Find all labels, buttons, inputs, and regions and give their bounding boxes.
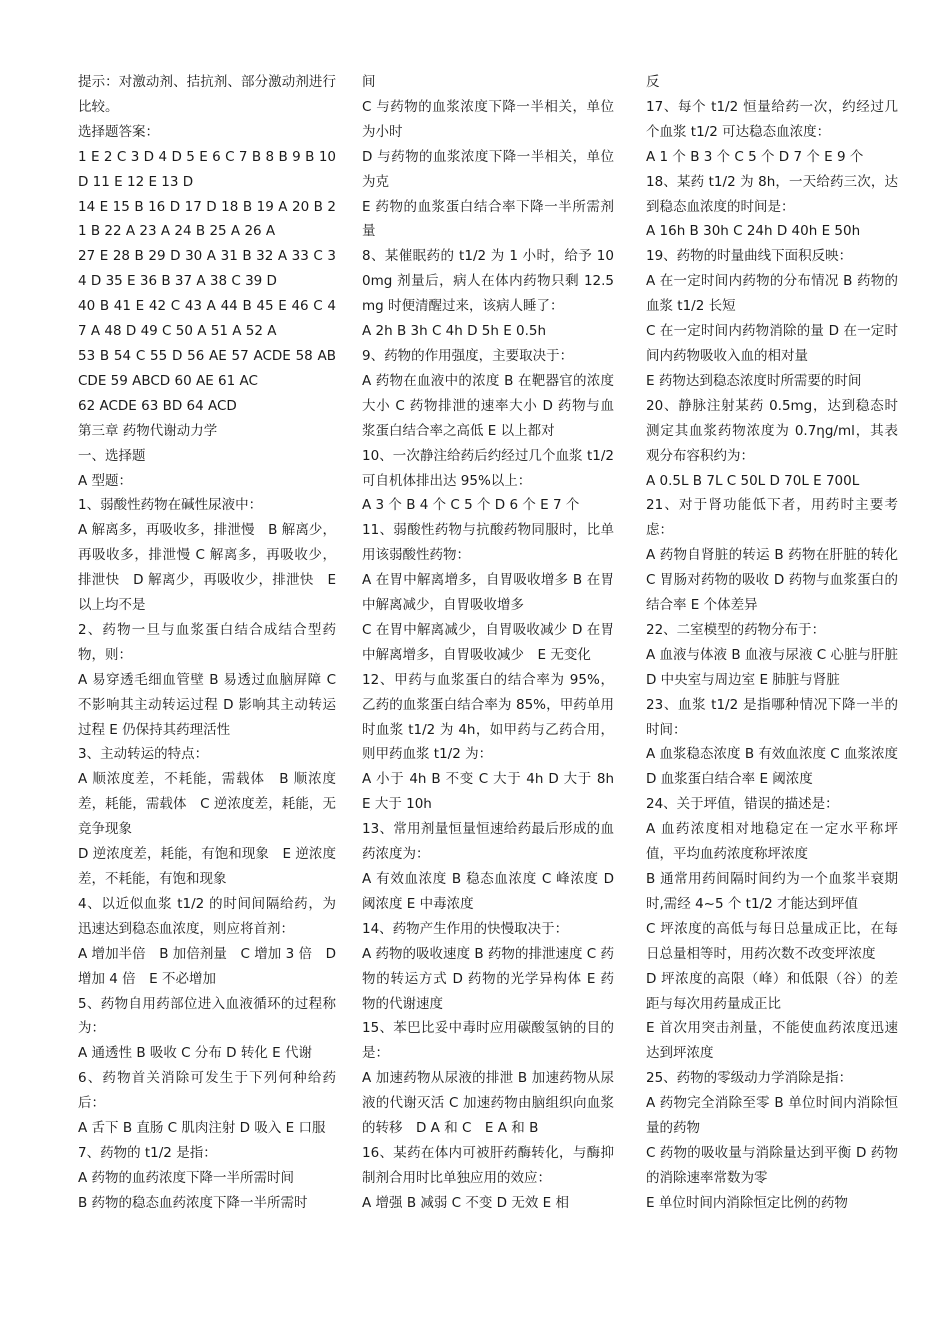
text-paragraph: 1、弱酸性药物在碱性尿液中：	[78, 497, 263, 514]
text-paragraph: 22、二室模型的药物分布于：	[646, 621, 826, 638]
text-paragraph: B 通常用药间隔时间约为一个血浆半衰期时,需经 4~5 个 t1/2 才能达到坪值	[646, 871, 898, 912]
text-paragraph: 7、药物的 t1/2 是指：	[78, 1144, 217, 1161]
text-paragraph: 6、药物首关消除可发生于下列何种给药后：	[78, 1070, 336, 1112]
text-paragraph: 1 E 2 C 3 D 4 D 5 E 6 C 7 B 8 B 9 B 10 D 11 E 12 E 13 D	[78, 148, 336, 190]
text-paragraph: C 坪浓度的高低与每日总量成正比，在每日总量相等时，用药次数不改变坪浓度	[646, 920, 898, 962]
text-paragraph: A 3 个 B 4 个 C 5 个 D 6 个 E 7 个	[362, 497, 580, 514]
text-column-left	[78, 70, 336, 1216]
text-paragraph: A 血浆稳态浓度 B 有效血浓度 C 血浆浓度 D 血浆蛋白结合率 E 阈浓度	[646, 746, 898, 788]
text-paragraph: B 药物的稳态血药浓度下降一半所需时	[78, 1194, 308, 1211]
text-paragraph: A 0.5L B 7L C 50L D 70L E 700L	[646, 472, 860, 489]
text-paragraph: A 药物完全消除至零 B 单位时间内消除恒量的药物	[646, 1095, 898, 1137]
text-paragraph: A 增强 B 减弱 C 不变 D 无效 E 相	[362, 1194, 569, 1211]
text-paragraph: A 解离多，再吸收多，排泄慢 B 解离少，再吸收多，排泄慢 C 解离多，再吸收少，排泄快 D 解离少，再吸收少，排泄快 E 以上均不是	[78, 522, 336, 614]
text-paragraph: C 药物的吸收量与消除量达到平衡 D 药物的消除速率常数为零	[646, 1144, 898, 1186]
text-paragraph: A 顺浓度差，不耗能，需载体 B 顺浓度差，耗能，需载体 C 逆浓度差，耗能，无竞争现象	[78, 771, 336, 838]
text-paragraph: 25、药物的零级动力学消除是指：	[646, 1070, 853, 1087]
text-paragraph: A 药物在血液中的浓度 B 在靶器官的浓度大小 C 药物排泄的速率大小 D 药物与血浆蛋白结合率之高低 E 以上都对	[362, 372, 614, 439]
text-paragraph: 16、某药在体内可被肝药酶转化，与酶抑制剂合用时比单独应用的效应：	[362, 1144, 614, 1186]
text-paragraph: 53 B 54 C 55 D 56 AE 57 ACDE 58 ABCDE 59 ABCD 60 AE 61 AC	[78, 347, 336, 389]
text-paragraph: 4、以近似血浆 t1/2 的时间间隔给药，为迅速达到稳态血浓度，则应将首剂：	[78, 895, 336, 937]
text-paragraph: 2、药物一旦与血浆蛋白结合成结合型药物，则：	[78, 621, 336, 663]
text-paragraph: 反	[646, 74, 660, 90]
text-paragraph: C 在一定时间内药物消除的量 D 在一定时间内药物吸收入血的相对量	[646, 323, 898, 364]
text-column-right	[646, 70, 898, 1216]
text-paragraph: 10、一次静注给药后约经过几个血浆 t1/2 可自机体排出达 95%以上：	[362, 447, 614, 489]
text-paragraph: A 增加半倍 B 加倍剂量 C 增加 3 倍 D 增加 4 倍 E 不必增加	[78, 945, 336, 987]
text-paragraph: A 易穿透毛细血管壁 B 易透过血脑屏障 C 不影响其主动转运过程 D 影响其主动转运过程 E 仍保持其药理活性	[78, 671, 336, 738]
text-paragraph: 20、静脉注射某药 0.5mg，达到稳态时测定其血浆药物浓度为 0.7ηg/ml，其表观分布容积约为：	[646, 397, 898, 464]
text-paragraph: E 首次用突击剂量，不能使血药浓度迅速达到坪浓度	[646, 1020, 898, 1062]
text-paragraph: 12、甲药与血浆蛋白的结合率为 95%，乙药的血浆蛋白结合率为 85%，甲药单用时血浆 t1/2 为 4h，如甲药与乙药合用，则甲药血浆 t1/2 为：	[362, 671, 614, 763]
text-paragraph: 9、药物的作用强度，主要取决于：	[362, 347, 574, 364]
text-paragraph: A 2h B 3h C 4h D 5h E 0.5h	[362, 323, 547, 340]
text-paragraph: A 加速药物从尿液的排泄 B 加速药物从尿液的代谢灭活 C 加速药物由脑组织向血浆的转移 D A 和 C E A 和 B	[362, 1070, 614, 1137]
text-paragraph: 14、药物产生作用的快慢取决于：	[362, 920, 569, 937]
text-paragraph: 18、某药 t1/2 为 8h，一天给药三次，达到稳态血浓度的时间是：	[646, 173, 898, 215]
text-paragraph: C 在胃中解离减少，自胃吸收减少 D 在胃中解离增多，自胃吸收减少 E 无变化	[362, 621, 614, 663]
text-paragraph: 提示：对激动剂、拮抗剂、部分激动剂进行比较。	[78, 74, 336, 115]
text-paragraph: 5、药物自用药部位进入血液循环的过程称为：	[78, 995, 336, 1037]
text-paragraph: A 通透性 B 吸收 C 分布 D 转化 E 代谢	[78, 1045, 312, 1062]
text-paragraph: A 血药浓度相对地稳定在一定水平称坪值，平均血药浓度称坪浓度	[646, 821, 898, 863]
text-paragraph: 3、主动转运的特点：	[78, 746, 209, 763]
text-paragraph: 14 E 15 B 16 D 17 D 18 B 19 A 20 B 21 B 22 A 23 A 24 B 25 A 26 A	[78, 198, 336, 240]
text-paragraph: A 有效血浓度 B 稳态血浓度 C 峰浓度 D 阈浓度 E 中毒浓度	[362, 871, 614, 912]
text-paragraph: 62 ACDE 63 BD 64 ACD	[78, 397, 237, 414]
text-paragraph: D 与药物的血浆浓度下降一半相关，单位为克	[362, 148, 614, 190]
text-paragraph: 17、每个 t1/2 恒量给药一次，约经过几个血浆 t1/2 可达稳态血浓度：	[646, 98, 898, 140]
text-paragraph: A 药物的血药浓度下降一半所需时间	[78, 1169, 295, 1186]
text-paragraph: A 在一定时间内药物的分布情况 B 药物的血浆 t1/2 长短	[646, 273, 898, 315]
text-paragraph: 23、血浆 t1/2 是指哪种情况下降一半的时间：	[646, 696, 898, 738]
text-paragraph: 11、弱酸性药物与抗酸药物同服时，比单用该弱酸性药物：	[362, 522, 614, 564]
text-paragraph: A 药物自肾脏的转运 B 药物在肝脏的转化 C 胃肠对药物的吸收 D 药物与血浆蛋白的结合率 E 个体差异	[646, 547, 898, 614]
text-paragraph: 24、关于坪值，错误的描述是：	[646, 796, 839, 813]
text-paragraph: A 型题：	[78, 472, 133, 489]
text-paragraph: 27 E 28 B 29 D 30 A 31 B 32 A 33 C 34 D 35 E 36 B 37 A 38 C 39 D	[78, 248, 336, 290]
text-paragraph: 8、某催眠药的 t1/2 为 1 小时，给予 100mg 剂量后，病人在体内药物只剩 12.5mg 时便清醒过来，该病人睡了：	[362, 248, 614, 315]
text-paragraph: 40 B 41 E 42 C 43 A 44 B 45 E 46 C 47 A 48 D 49 C 50 A 51 A 52 A	[78, 298, 336, 340]
text-paragraph: A 舌下 B 直肠 C 肌肉注射 D 吸入 E 口服	[78, 1120, 326, 1137]
text-paragraph: E 单位时间内消除恒定比例的药物	[646, 1194, 848, 1211]
text-paragraph: C 与药物的血浆浓度下降一半相关，单位为小时	[362, 98, 614, 140]
text-paragraph: A 血液与体液 B 血液与尿液 C 心脏与肝脏 D 中央室与周边室 E 肺脏与肾脏	[646, 646, 898, 688]
text-paragraph: 第三章 药物代谢动力学	[78, 422, 218, 439]
text-paragraph: 一、选择题	[78, 447, 146, 464]
text-paragraph: 15、苯巴比妥中毒时应用碳酸氢钠的目的是：	[362, 1020, 614, 1062]
text-paragraph: D 逆浓度差，耗能，有饱和现象 E 逆浓度差，不耗能，有饱和现象	[78, 846, 336, 887]
text-paragraph: E 药物达到稳态浓度时所需要的时间	[646, 372, 862, 389]
text-paragraph: A 小于 4h B 不变 C 大于 4h D 大于 8h E 大于 10h	[362, 771, 614, 813]
text-paragraph: A 1 个 B 3 个 C 5 个 D 7 个 E 9 个	[646, 148, 864, 165]
text-paragraph: A 在胃中解离增多，自胃吸收增多 B 在胃中解离减少，自胃吸收增多	[362, 572, 614, 614]
text-paragraph: 13、常用剂量恒量恒速给药最后形成的血药浓度为：	[362, 821, 614, 863]
text-paragraph: A 药物的吸收速度 B 药物的排泄速度 C 药物的转运方式 D 药物的光学异构体 E 药物的代谢速度	[362, 945, 614, 1012]
text-paragraph: E 药物的血浆蛋白结合率下降一半所需剂量	[362, 198, 614, 240]
text-paragraph: A 16h B 30h C 24h D 40h E 50h	[646, 223, 861, 240]
text-column-middle	[362, 70, 614, 1216]
text-paragraph: 间	[362, 74, 376, 90]
text-paragraph: D 坪浓度的高限（峰）和低限（谷）的差距与每次用药量成正比	[646, 970, 898, 1012]
text-paragraph: 19、药物的时量曲线下面积反映：	[646, 248, 853, 265]
text-paragraph: 21、对于肾功能低下者，用药时主要考虑：	[646, 497, 898, 539]
text-paragraph: 选择题答案：	[78, 123, 159, 140]
